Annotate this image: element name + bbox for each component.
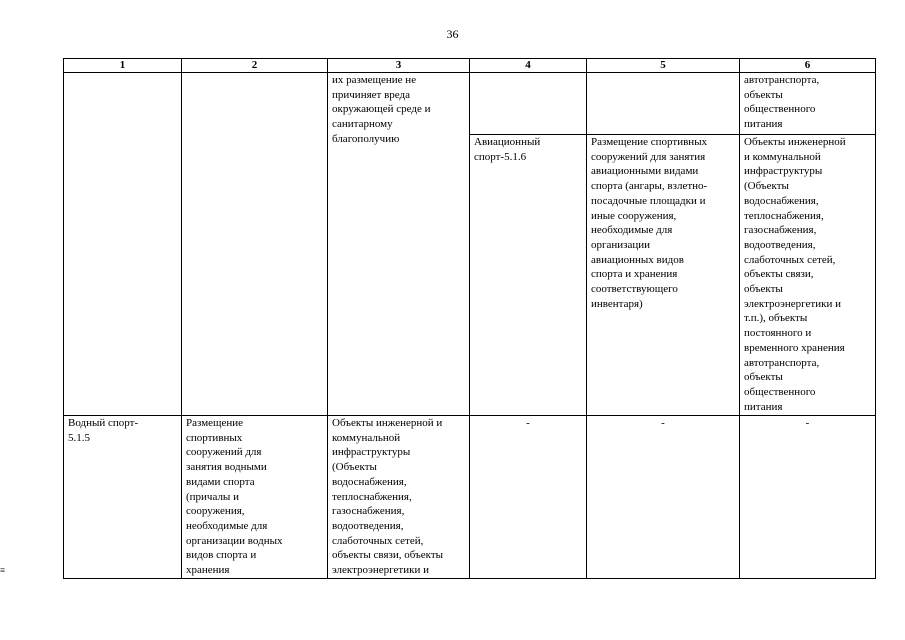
row2-col6-cell: - [740, 416, 876, 579]
water-sport-objects-cell: Объекты инженерной и коммунальной инфраструктуры (Объекты водоснабжения, теплоснабжения, газоснабжения, водоотведения, слаботочных сетей, объекты связи, объекты электроэнергетики и [328, 416, 470, 579]
header-col-1: 1 [64, 59, 182, 73]
aviation-sport-code-cell: Авиационный спорт-5.1.6 [470, 135, 587, 416]
row2-col5-cell: - [587, 416, 740, 579]
water-sport-description-cell: Размещение спортивных сооружений для занятия водными видами спорта (причалы и сооружения, необходимые для организации водных видов спорта и хранения [182, 416, 328, 579]
row1-col6-top-cell: автотранспорта, объекты общественного питания [740, 73, 876, 135]
row1-col5-top-cell [587, 73, 740, 135]
row1-col1-cell [64, 73, 182, 416]
header-col-2: 2 [182, 59, 328, 73]
header-col-4: 4 [470, 59, 587, 73]
row1-col4-top-cell [470, 73, 587, 135]
page-number: 36 [446, 27, 459, 41]
table-row [64, 416, 876, 579]
row2-col4-cell: - [470, 416, 587, 579]
land-use-table [63, 58, 876, 579]
aviation-sport-description-cell: Размещение спортивных сооружений для занятия авиационными видами спорта (ангары, взлетно- посадочные площадки и иные сооружения, необходимые для организации авиационных видов спорта и хранения соответствующего инвентаря) [587, 135, 740, 416]
header-col-5: 5 [587, 59, 740, 73]
header-col-6: 6 [740, 59, 876, 73]
page-margin-mark: ≡ [0, 565, 6, 575]
header-col-3: 3 [328, 59, 470, 73]
row1-col2-cell [182, 73, 328, 416]
aviation-sport-objects-cell: Объекты инженерной и коммунальной инфраструктуры (Объекты водоснабжения, теплоснабжения, газоснабжения, водоотведения, слаботочных сетей, объекты связи, объекты электроэнергетики и т.п.), объекты постоянного и временного хранения автотранспорта, объекты общественного питания [740, 135, 876, 416]
table-header-row [64, 59, 876, 73]
row1-col3-cell: их размещение не причиняет вреда окружающей среде и санитарному благополучию [328, 73, 470, 416]
table-row [64, 73, 876, 135]
water-sport-code-cell: Водный спорт- 5.1.5 [64, 416, 182, 579]
